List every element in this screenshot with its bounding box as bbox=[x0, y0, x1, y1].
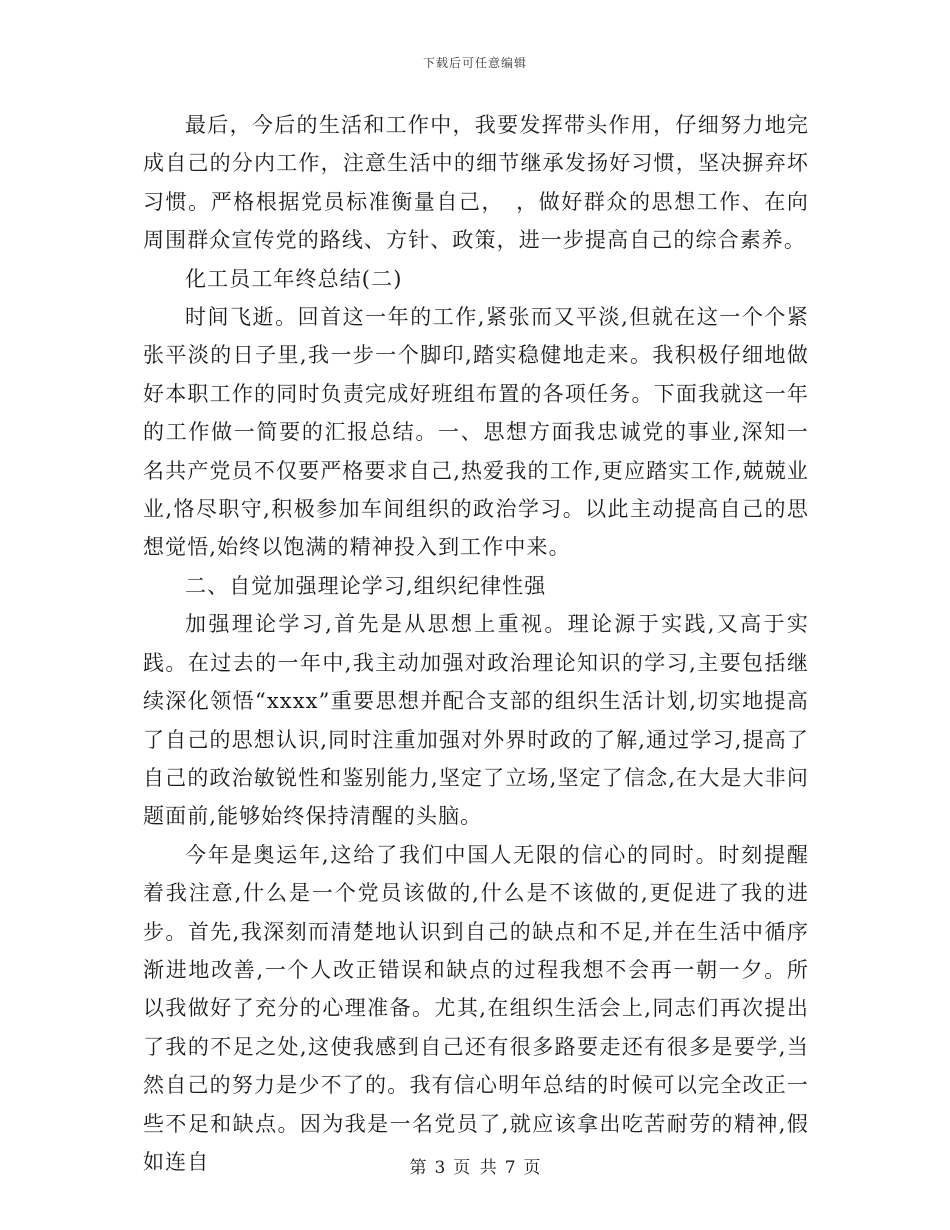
paragraph: 加强理论学习,首先是从思想上重视。理论源于实践,又高于实践。在过去的一年中,我主动加强对政治理论知识的学习,主要包括继续深化领悟“xxxx”重要思想并配合支部的组织生活计划,切实地提高了自己的思想认识,同时注重加强对外界时政的了解,通过学习,提高了自己的政治敏锐性和鉴别能力,坚定了立场,坚定了信念,在大是大非问题面前,能够始终保持清醒的头脑。 bbox=[143, 612, 809, 829]
section-heading: 二、自觉加强理论学习,组织纪律性强 bbox=[185, 573, 547, 598]
page-number-total: 7 bbox=[504, 1158, 516, 1178]
page-footer bbox=[0, 1153, 950, 1178]
page-number-current: 3 bbox=[434, 1158, 446, 1178]
page-label-prefix: 第 bbox=[409, 1158, 427, 1178]
paragraph: 时间飞逝。回首这一年的工作,紧张而又平淡,但就在这一个个紧张平淡的日子里,我一步一个脚印,踏实稳健地走来。我积极仔细地做好本职工作的同时负责完成好班组布置的各项任务。下面我就这一年的工作做一简要的汇报总结。一、思想方面我忠诚党的事业,深知一名共产党员不仅要严格要求自己,热爱我的工作,更应踏实工作,兢兢业业,恪尽职守,积极参加车间组织的政治学习。以此主动提高自己的思想觉悟,始终以饱满的精神投入到工作中来。 bbox=[143, 305, 809, 560]
document-body bbox=[143, 106, 809, 1181]
section-title: 化工员工年终总结(二) bbox=[185, 266, 403, 291]
paragraph: 最后，今后的生活和工作中，我要发挥带头作用，仔细努力地完成自己的分内工作，注意生活中的细节继承发扬好习惯，坚决摒弃坏习惯。严格根据党员标准衡量自己， ，做好群众的思想工作、在向周围群众宣传党的路线、方针、政策，进一步提高自己的综合素养。 bbox=[143, 113, 809, 253]
page-label-suffix: 页 bbox=[523, 1158, 541, 1178]
paragraph: 今年是奥运年,这给了我们中国人无限的信心的同时。时刻提醒着我注意,什么是一个党员该做的,什么是不该做的,更促进了我的进步。首先,我深刻而清楚地认识到自己的缺点和不足,并在生活中循序渐进地改善,一个人改正错误和缺点的过程我想不会再一朝一夕。所以我做好了充分的心理准备。尤其,在组织生活会上,同志们再次提出了我的不足之处,这使我感到自己还有很多路要走还有很多是要学,当然自己的努力是少不了的。我有信心明年总结的时候可以完全改正一些不足和缺点。因为我是一名党员了,就应该拿出吃苦耐劳的精神,假如连自 bbox=[143, 842, 809, 1174]
page-label-mid: 页 共 bbox=[453, 1158, 497, 1178]
page-header: 下载后可任意编辑 bbox=[422, 56, 527, 70]
